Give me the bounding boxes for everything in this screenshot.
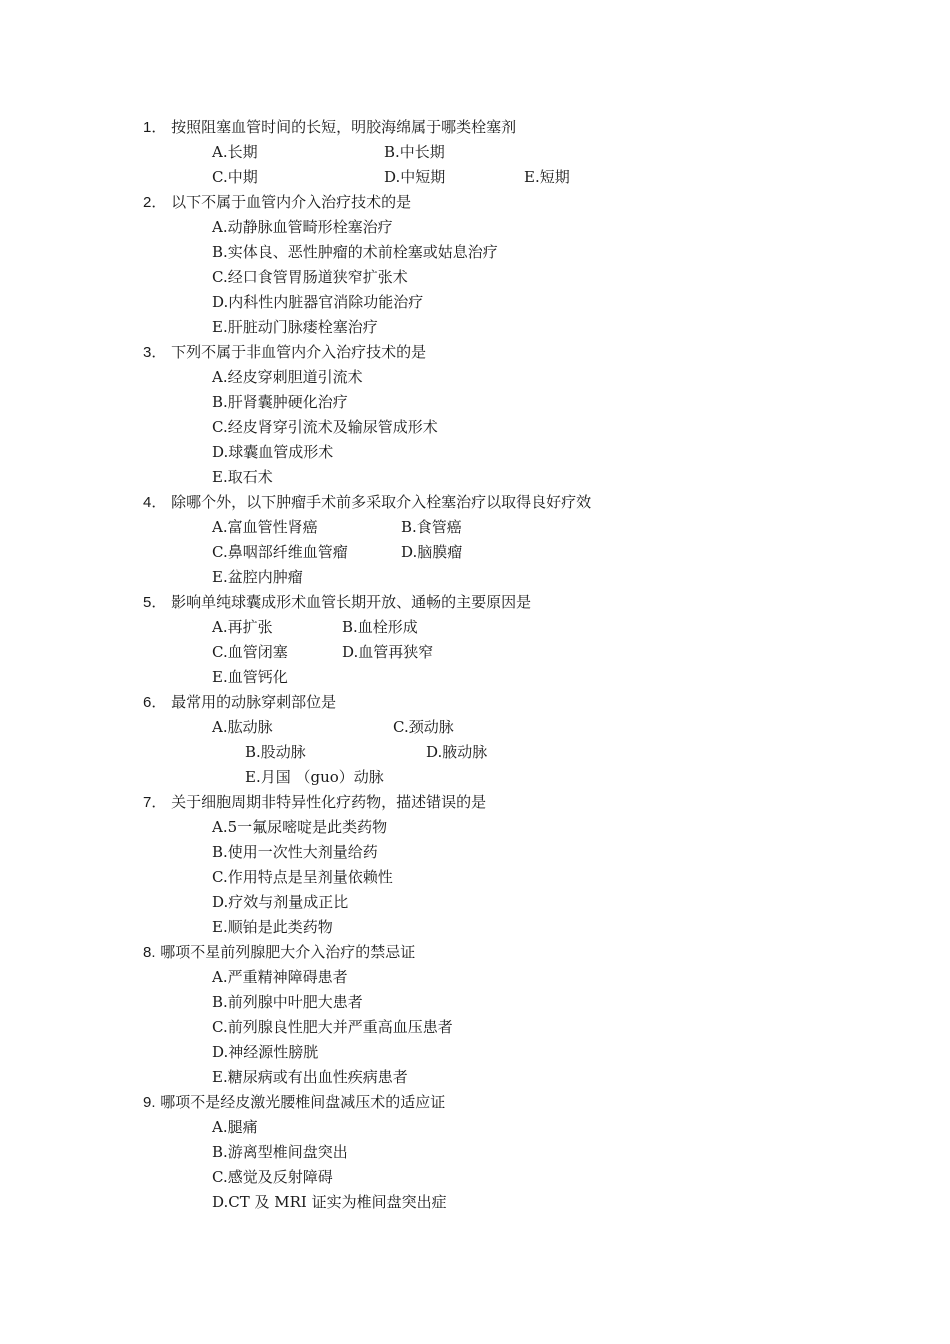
question-number: 8. — [143, 944, 156, 961]
question-number: 7． — [143, 794, 167, 811]
option-c: C.血管闭塞 — [212, 643, 288, 661]
question-number: 9. — [143, 1094, 156, 1111]
option-a: A.肱动脉 — [212, 718, 273, 736]
option-a: A.长期 — [212, 143, 258, 161]
question-9 — [143, 1090, 445, 1115]
question-8 — [143, 940, 415, 965]
option-c: C.颈动脉 — [393, 718, 454, 736]
question-4 — [143, 490, 591, 515]
option-b: B.食管癌 — [401, 518, 462, 536]
option-d: D.脑膜瘤 — [401, 543, 463, 561]
option-a: A.经皮穿刺胆道引流术 — [212, 368, 363, 386]
option-d: D.中短期 — [384, 168, 446, 186]
option-d: D.CT 及 MRI 证实为椎间盘突出症 — [212, 1193, 447, 1211]
option-b: B.前列腺中叶肥大患者 — [212, 993, 363, 1011]
option-c: C.前列腺良性肥大并严重高血压患者 — [212, 1018, 453, 1036]
option-d: D.神经源性膀胱 — [212, 1043, 319, 1061]
option-e: E.糖尿病或有出血性疾病患者 — [212, 1068, 408, 1086]
option-d: D.球囊血管成形术 — [212, 443, 334, 461]
question-number: 3． — [143, 344, 167, 361]
option-a: A.动静脉血管畸形栓塞治疗 — [212, 218, 393, 236]
question-number: 5． — [143, 594, 167, 611]
option-c: C.作用特点是呈剂量依赖性 — [212, 868, 393, 886]
option-e: E.短期 — [524, 168, 570, 186]
option-b: B.血栓形成 — [342, 618, 418, 636]
question-stem: 关于细胞周期非特异性化疗药物，描述错误的是 — [171, 793, 487, 811]
option-d: D.疗效与剂量成正比 — [212, 893, 349, 911]
option-e: E.顺铂是此类药物 — [212, 918, 333, 936]
question-6 — [143, 690, 336, 715]
option-c: C.经皮肾穿引流术及输尿管成形术 — [212, 418, 438, 436]
question-stem: 除哪个外，以下肿瘤手术前多采取介入栓塞治疗以取得良好疗效 — [171, 493, 592, 511]
option-e: E.血管钙化 — [212, 668, 288, 686]
question-stem: 哪项不是经皮激光腰椎间盘减压术的适应证 — [160, 1093, 446, 1111]
question-number: 1． — [143, 119, 167, 136]
question-3 — [143, 340, 426, 365]
option-b: B.中长期 — [384, 143, 445, 161]
option-d: D.内科性内脏器官消除功能治疗 — [212, 293, 424, 311]
option-c: C.鼻咽部纤维血管瘤 — [212, 543, 348, 561]
question-stem: 下列不属于非血管内介入治疗技术的是 — [171, 343, 427, 361]
option-a: A.腿痛 — [212, 1118, 258, 1136]
question-2 — [143, 190, 411, 215]
question-number: 2． — [143, 194, 167, 211]
question-number: 6． — [143, 694, 167, 711]
question-7 — [143, 790, 486, 815]
option-e: E.取石术 — [212, 468, 273, 486]
option-b: B.实体良、恶性肿瘤的术前栓塞或姑息治疗 — [212, 243, 498, 261]
option-c: C.经口食管胃肠道狭窄扩张术 — [212, 268, 408, 286]
option-e: E.肝脏动门脉瘘栓塞治疗 — [212, 318, 378, 336]
option-e: E.盆腔内肿瘤 — [212, 568, 303, 586]
question-stem: 影响单纯球囊成形术血管长期开放、通畅的主要原因是 — [171, 593, 532, 611]
option-c: C.感觉及反射障碍 — [212, 1168, 333, 1186]
option-d: D.血管再狭窄 — [342, 643, 434, 661]
option-b: B.肝肾囊肿硬化治疗 — [212, 393, 348, 411]
question-5 — [143, 590, 531, 615]
option-b: B.游离型椎间盘突出 — [212, 1143, 348, 1161]
question-stem: 按照阻塞血管时间的长短，明胶海绵属于哪类栓塞剂 — [171, 118, 517, 136]
option-a: A.严重精神障碍患者 — [212, 968, 348, 986]
option-e: E.月国 （guo）动脉 — [245, 768, 384, 786]
question-stem: 以下不属于血管内介入治疗技术的是 — [171, 193, 412, 211]
option-d: D.腋动脉 — [426, 743, 488, 761]
question-stem: 最常用的动脉穿刺部位是 — [171, 693, 337, 711]
option-a: A.再扩张 — [212, 618, 273, 636]
question-1 — [143, 115, 516, 140]
question-number: 4． — [143, 494, 167, 511]
option-b: B.使用一次性大剂量给药 — [212, 843, 378, 861]
option-b: B.股动脉 — [245, 743, 306, 761]
question-stem: 哪项不星前列腺肥大介入治疗的禁忌证 — [160, 943, 416, 961]
option-a: A.富血管性肾癌 — [212, 518, 318, 536]
option-a: A.5一氟尿嘧啶是此类药物 — [212, 818, 388, 836]
option-c: C.中期 — [212, 168, 258, 186]
